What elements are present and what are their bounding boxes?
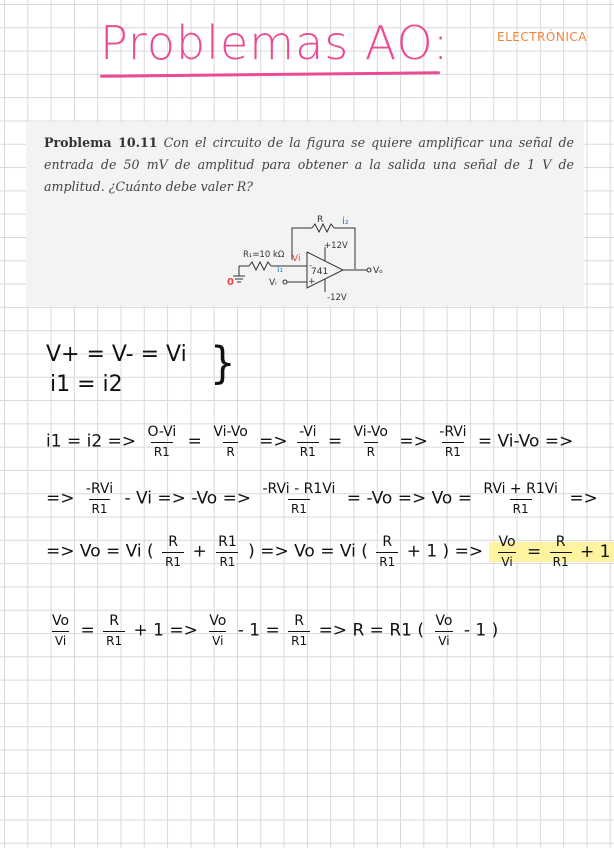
label-opamp: 741 — [311, 267, 329, 277]
minus-sign: - — [309, 261, 312, 270]
derivation-line-5: => Vo = Vi ( $\frac{R}{R1}$ + $\frac{R1}{R1}$ ) => Vo = Vi ( $\frac{R}{R1}$ + 1 ) => $\frac{Vo}{Vi}$ = $\frac{R}{R1}$ + 1 — [46, 534, 614, 569]
title-underline — [100, 71, 440, 78]
label-r1: R₁=10 kΩ — [243, 250, 285, 260]
label-vpos: +12V — [324, 241, 348, 251]
annotation-i1: i₁ — [277, 265, 284, 275]
plus-sign: + — [308, 277, 316, 287]
page-title: Problemas AO: — [100, 16, 450, 70]
subject-tag: ELECTRÓNICA — [497, 30, 587, 44]
problem-body: Con el circuito de la figura se quiere amplificar una señal de entrada de 50 mV de amplitud para obtener a la salida una señal de 1 V de amplitud. ¿Cuánto debe valer R? — [44, 135, 574, 194]
annotation-i2: i₂ — [342, 216, 349, 227]
annotation-vi: Vi — [292, 254, 301, 264]
problem-label: Problema 10.11 — [44, 135, 158, 150]
label-vneg: -12V — [327, 293, 347, 303]
problem-statement — [44, 132, 574, 198]
derivation-line-6: $\frac{Vo}{Vi}$ = $\frac{R}{R1}$ + 1 => $\frac{Vo}{Vi}$ - 1 = $\frac{R}{R1}$ => R = R1 ( $\frac{Vo}{Vi}$ - 1 ) — [52, 613, 499, 648]
label-vout: Vₒ — [373, 266, 383, 276]
label-r: R — [317, 215, 324, 225]
circuit-diagram — [225, 212, 395, 304]
derivation-line-4: => $\frac{\text{-RVi}}{R1}$ - Vi => -Vo => $\frac{\text{-RVi - R1Vi}}{R1}$ = -Vo => Vo = $\frac{\text{RVi + R1Vi}}{R1}$ => — [46, 481, 598, 516]
brace-symbol: } — [210, 337, 236, 389]
equation-virtual-ground: V+ = V- = Vi — [46, 342, 187, 367]
label-vin: Vᵢ — [269, 278, 277, 288]
highlighted-result: $\frac{Vo}{Vi}$ = $\frac{R}{R1}$ + 1 — [489, 542, 614, 562]
equation-currents: i1 = i2 — [50, 372, 123, 397]
annotation-zero: 0 — [227, 277, 234, 288]
derivation-line-3: i1 = i2 => $\frac{O-Vi}{R1}$ = $\frac{Vi-Vo}{R}$ => $\frac{-Vi}{R1}$ = $\frac{Vi-Vo}{R}$ => $\frac{\text{-RVi}}{R1}$ = Vi-Vo => — [46, 424, 574, 459]
